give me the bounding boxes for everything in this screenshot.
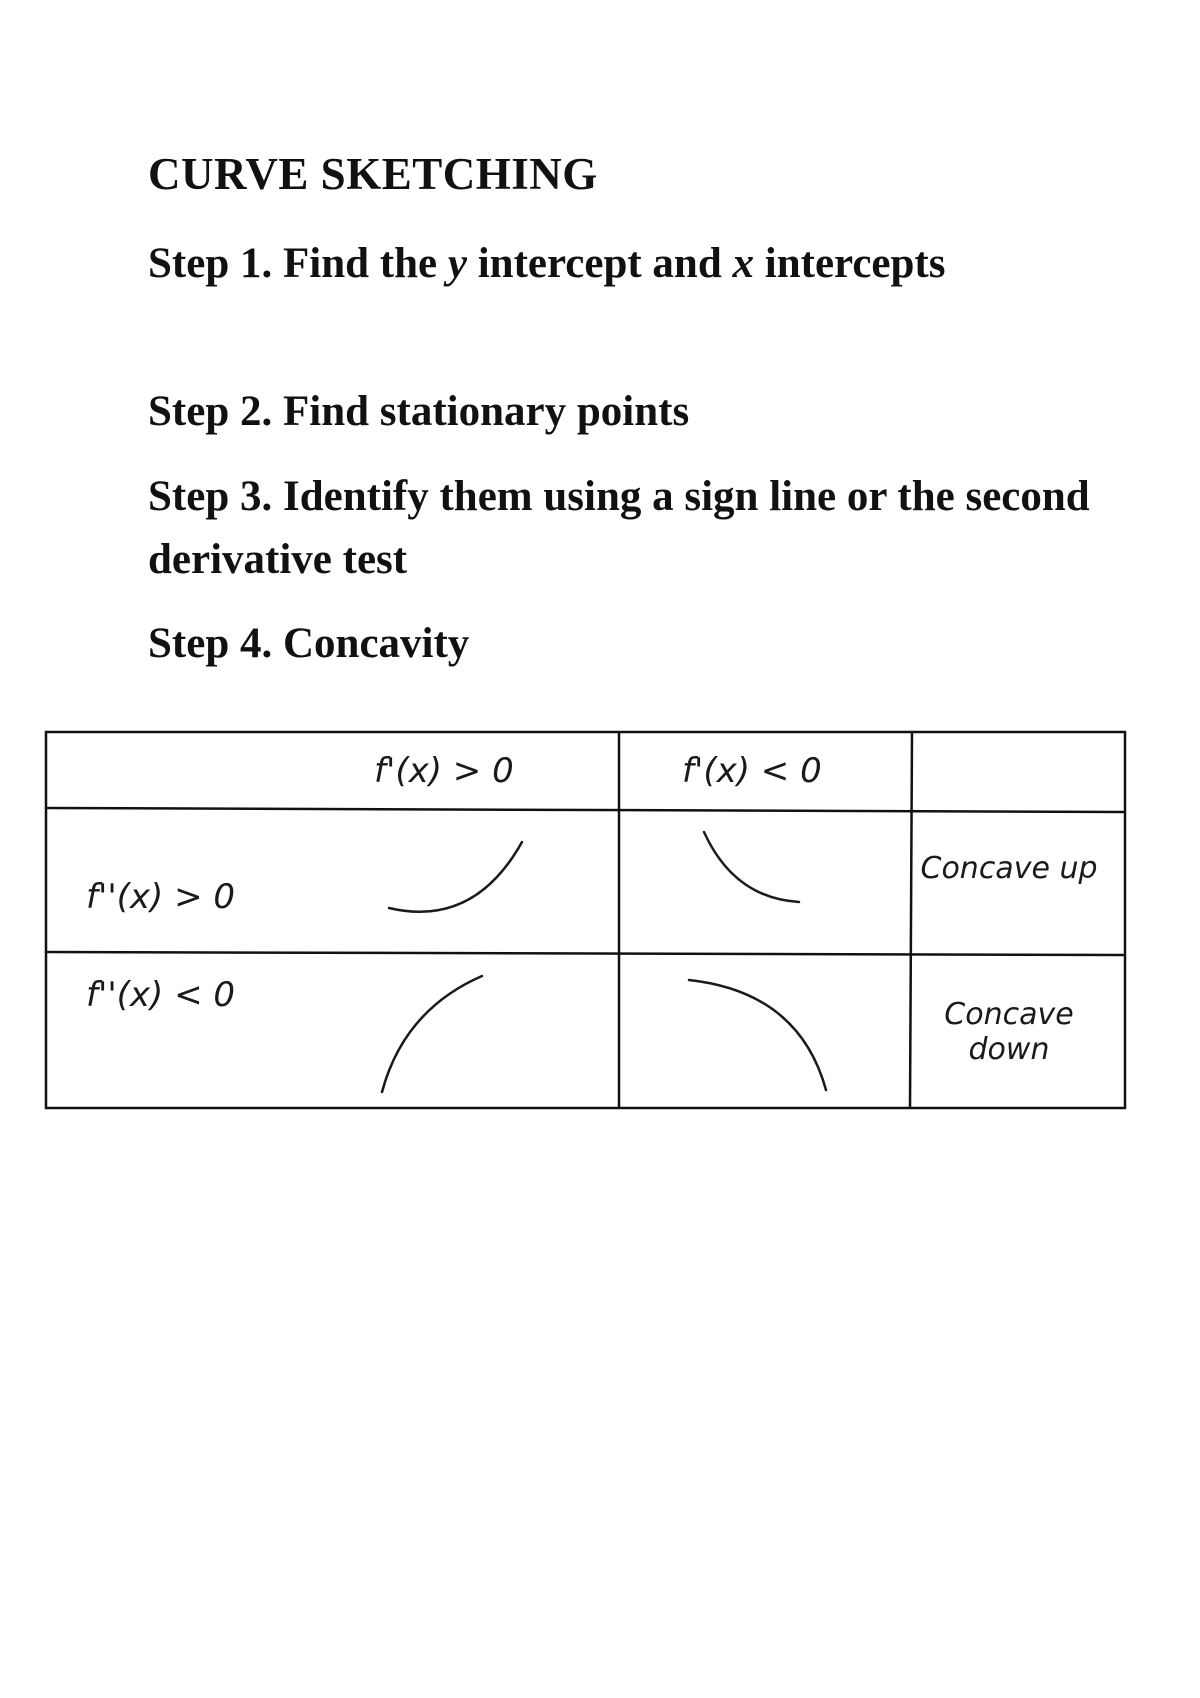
step-1-mid: intercept and (466, 240, 733, 287)
step-1-prefix: Step 1. Find the (148, 240, 448, 287)
step-1-var-x: x (732, 240, 755, 287)
row-label-f-double-prime-negative: f''(x) < 0 (86, 975, 236, 1015)
header-divider (46, 808, 1125, 812)
header-f-prime-negative: f'(x) < 0 (682, 751, 822, 791)
result-concave-up: Concave up (920, 851, 1098, 886)
sketch-decreasing-concave-up (704, 832, 799, 902)
row-divider (46, 952, 1125, 955)
sketch-increasing-concave-down (382, 976, 482, 1092)
page-title: CURVE SKETCHING (148, 149, 598, 199)
row-label-f-double-prime-positive: f''(x) > 0 (86, 877, 236, 917)
step-2: Step 2. Find stationary points (148, 388, 690, 435)
step-3: Step 3. Identify them using a sign line or the second derivative test (148, 473, 1090, 583)
header-f-prime-positive: f'(x) > 0 (374, 751, 514, 791)
step-1 (148, 232, 1108, 295)
sketch-increasing-concave-up (389, 842, 522, 912)
step-1-suffix: intercepts (754, 240, 946, 287)
step-4: Step 4. Concavity (148, 620, 470, 667)
result-concave-down: Concave down (944, 997, 1074, 1067)
sketch-decreasing-concave-down (689, 980, 826, 1090)
concavity-table (44, 730, 1127, 1112)
step-1-var-y: y (447, 240, 467, 287)
